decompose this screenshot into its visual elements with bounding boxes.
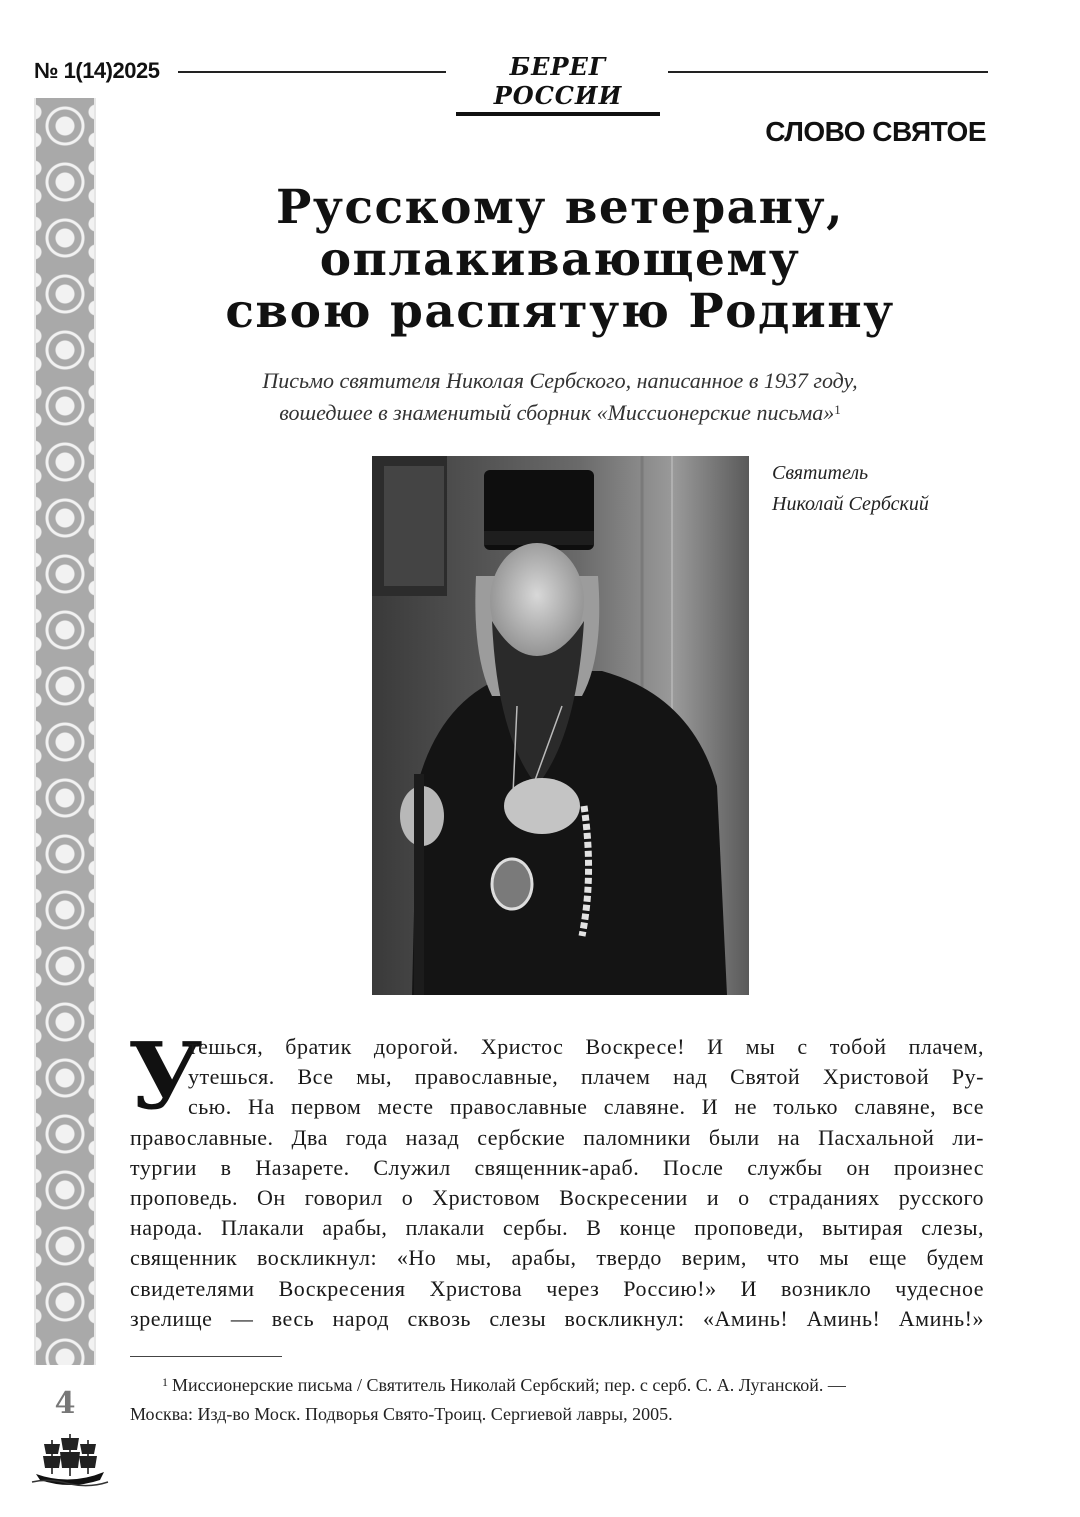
portrait-photo (372, 456, 749, 995)
body-line: проповедь. Он говорил о Христовом Воскресении и о страданиях русского (130, 1184, 984, 1210)
title-line: оплакивающему (319, 232, 801, 287)
body-line: свидетелями Воскресения Христова через Россию!» И возникло чудесное (130, 1275, 984, 1301)
caption-line: Святитель (772, 462, 869, 484)
section-label: СЛОВО СВЯТОЕ (765, 116, 986, 147)
caption-line: Николай Сербский (772, 493, 929, 515)
body-line: православные. Два года назад сербские паломники были на Пасхальной ли- (130, 1124, 984, 1150)
ornamental-border (34, 98, 96, 1365)
subtitle-line: вошедшее в знаменитый сборник «Миссионерские письма» (279, 400, 835, 425)
ship-icon (30, 1430, 110, 1490)
issue-number: № 1(14)2025 (34, 58, 160, 83)
body-line: народа. Плакали арабы, плакали сербы. В конце проповеди, вытирая слезы, (130, 1215, 984, 1241)
article-subtitle (150, 366, 970, 427)
page-number: 4 (54, 1386, 76, 1421)
article-body (128, 1022, 984, 1334)
body-line: утешься. Все мы, православные, плачем над Святой Христовой Ру- (188, 1064, 984, 1090)
body-line: сью. На первом месте православные славяне. И не только славяне, все (188, 1094, 984, 1120)
title-line: Русскому ветерану, (276, 180, 844, 235)
drop-cap: У (128, 1022, 203, 1130)
footnote-line: Москва: Изд-во Моск. Подворья Свято-Троиц. Сергиевой лавры, 2005. (130, 1404, 673, 1424)
footnote-number: 1 (162, 1375, 168, 1389)
body-line: священник воскликнул: «Но мы, арабы, твердо верим, что мы еще будем (130, 1245, 984, 1271)
subtitle-line: Письмо святителя Николая Сербского, написанное в 1937 году, (262, 368, 858, 393)
footnote (130, 1368, 986, 1429)
footnote-rule (130, 1356, 282, 1357)
body-line: тургии в Назарете. Служил священник-араб. После службы он произнес (130, 1154, 984, 1180)
header-rule-right (668, 71, 988, 73)
article-title (170, 182, 950, 338)
magazine-title: БЕРЕГ РОССИИ (456, 52, 660, 116)
title-line: свою распятую Родину (225, 284, 895, 339)
footnote-mark: 1 (834, 402, 841, 417)
body-line: зрелище — весь народ сквозь слезы воскликнул: «Аминь! Аминь! Аминь!» (130, 1305, 984, 1331)
header-rule-left (178, 71, 446, 73)
photo-caption (772, 458, 972, 520)
body-line: тешься, братик дорогой. Христос Воскресе! И мы с тобой плачем, (188, 1034, 984, 1059)
footnote-line: Миссионерские письма / Святитель Николай Сербский; пер. с серб. С. А. Луганской. — (172, 1375, 846, 1395)
